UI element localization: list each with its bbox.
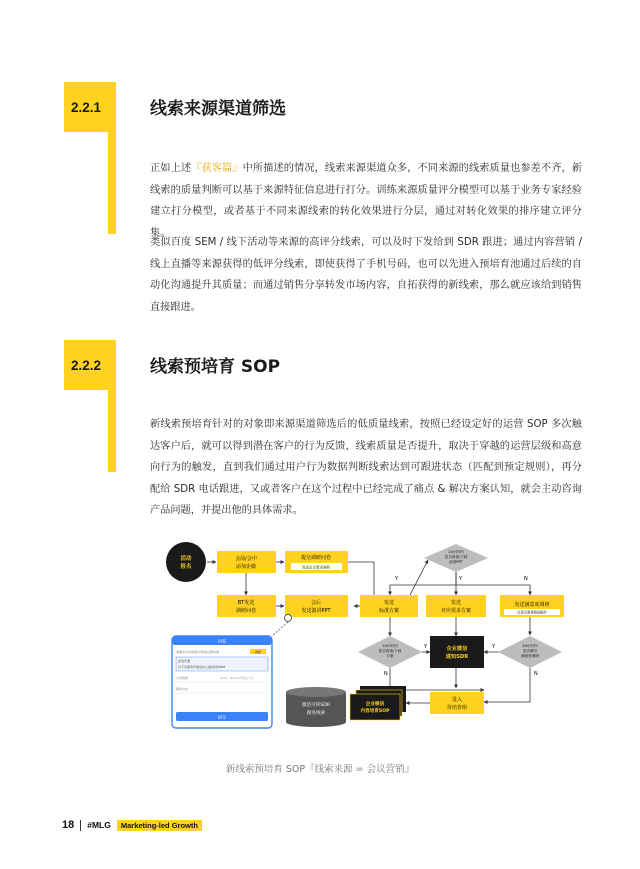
svg-text:演讲PPT: 演讲PPT bbox=[449, 560, 463, 564]
svg-text:Y: Y bbox=[459, 576, 463, 582]
svg-text:Y: Y bbox=[492, 644, 496, 650]
start-node bbox=[166, 542, 206, 582]
svg-text:进入: 进入 bbox=[451, 697, 463, 703]
footer-brand-tag: Marketing-led Growth bbox=[117, 820, 202, 831]
svg-text:N: N bbox=[534, 671, 538, 677]
paragraph: 新线索预培育针对的对象即来源渠道筛选后的低质量线索，按照已经设定好的运营 SOP 多次触达客户后，就可以得到潜在客户的行为反馈，线索质量是否提升，取决于穿越的运营层级和高意向行为的触发，直到我们通过用户行为数据判断线索达到可跟进状态（匹配到预定规则），再分配给 SDR 电话跟进，又或者客户在这个过程中已经完成了痛点 & 解决方案认知，就会主动咨询产品问题，并提出他的具体需求。 bbox=[150, 419, 582, 516]
svg-text:24小时内: 24小时内 bbox=[382, 644, 398, 648]
svg-text:需要由于问卷提交/您的反馈来源: 需要由于问卷提交/您的反馈来源 bbox=[176, 650, 220, 654]
svg-text:提交调研问卷: 提交调研问卷 bbox=[300, 555, 332, 561]
svg-text:标准方案: 标准方案 bbox=[378, 608, 400, 614]
svg-text:发送演讲PPT: 发送演讲PPT bbox=[301, 608, 331, 614]
svg-text:发送会议需求调研: 发送会议需求调研 bbox=[302, 565, 330, 570]
svg-text:问卷: 问卷 bbox=[218, 638, 226, 644]
svg-text:发送满意度调研: 发送满意度调研 bbox=[514, 602, 550, 608]
svg-text:满意度调研: 满意度调研 bbox=[521, 654, 539, 658]
svg-text:还是否需要跟进服务: 还是否需要跟进服务 bbox=[517, 610, 547, 615]
section-number-badge: 2.2.1 bbox=[64, 82, 108, 132]
svg-text:BT发送: BT发送 bbox=[237, 600, 255, 606]
svg-text:会后: 会后 bbox=[310, 600, 322, 606]
svg-text:N: N bbox=[384, 671, 388, 677]
svg-text:添加企微: 添加企微 bbox=[235, 564, 257, 570]
figure-caption: 新线索预培育 SOP『线索来源 = 会议营销』 bbox=[225, 764, 415, 775]
svg-text:是否查看/下载: 是否查看/下载 bbox=[444, 555, 468, 559]
svg-text:待培育组: 待培育组 bbox=[446, 705, 468, 711]
svg-text:内容培育SOP: 内容培育SOP bbox=[360, 709, 390, 714]
content-sop-node bbox=[350, 694, 400, 720]
notify-sdr-node bbox=[430, 636, 484, 668]
svg-text:Xxxx、Benefy科技公司: Xxxx、Benefy科技公司 bbox=[220, 676, 253, 680]
page-footer bbox=[62, 818, 202, 832]
sop-flowchart bbox=[160, 540, 580, 730]
svg-text:Y: Y bbox=[424, 644, 428, 650]
svg-text:会前/会中: 会前/会中 bbox=[235, 556, 257, 562]
section-title: 线索预培育 SOP bbox=[150, 357, 281, 377]
svg-text:调研问卷: 调研问卷 bbox=[235, 608, 257, 614]
svg-text:在线开课: 在线开课 bbox=[178, 659, 191, 663]
page-number: 18 bbox=[62, 819, 75, 831]
svg-text:选择: 选择 bbox=[254, 650, 262, 654]
section-title: 线索来源渠道筛选 bbox=[150, 99, 286, 119]
svg-text:对应需求方案: 对应需求方案 bbox=[440, 608, 472, 614]
section-accent-bar bbox=[108, 340, 116, 472]
svg-text:以下有商务开展活动之演讲材料PPT: 以下有商务开展活动之演讲材料PPT bbox=[178, 665, 226, 669]
svg-text:报名: 报名 bbox=[180, 564, 192, 570]
svg-text:是否查看/下载: 是否查看/下载 bbox=[378, 649, 402, 653]
no-label: N bbox=[524, 576, 528, 582]
section-accent-bar bbox=[108, 82, 116, 234]
svg-text:24小时内: 24小时内 bbox=[522, 644, 538, 648]
svg-text:激活可转SDR: 激活可转SDR bbox=[301, 703, 331, 708]
svg-text:发送: 发送 bbox=[383, 600, 395, 606]
svg-text:发送: 发送 bbox=[450, 600, 462, 606]
paragraph: 正如上述『获客篇』中所描述的情况，线索来源渠道众多，不同来源的线索质量也参差不齐，新线索的质量判断可以基于来源特征信息进行打分。训练来源质量评分模型可以基于业务专家经验建立打分模型，或者基于不同来源线索的转化效果进行分层，通过对转化效果的排序建立评分集。 bbox=[150, 163, 583, 239]
svg-text:公司名称: 公司名称 bbox=[176, 676, 189, 680]
svg-text:24小时内: 24小时内 bbox=[448, 550, 464, 554]
svg-text:企业微信: 企业微信 bbox=[446, 646, 468, 652]
svg-text:企业微信: 企业微信 bbox=[365, 702, 385, 707]
paragraph: 类似百度 SEM / 线下活动等来源的高评分线索，可以及时下发给到 SDR 跟进；通过内容营销 / 线上直播等来源获得的低评分线索，即使获得了手机号码，也可以先进入预培育池通过后续的自动化沟通提升其质量；而通过销售分享转发市场内容，自拓获得的新线索，那么就应该给到销售直接跟进。 bbox=[150, 237, 582, 313]
survey-phone-mockup bbox=[172, 636, 272, 728]
svg-text:是否填写: 是否填写 bbox=[522, 649, 538, 653]
svg-text:方案: 方案 bbox=[386, 654, 394, 658]
footer-hashtag: #MLG bbox=[87, 820, 111, 830]
svg-text:活动: 活动 bbox=[180, 556, 192, 562]
section-number-badge: 2.2.2 bbox=[64, 340, 108, 390]
svg-text:跟进线索: 跟进线索 bbox=[306, 711, 326, 716]
footer-divider bbox=[80, 820, 81, 831]
svg-text:通知SDR: 通知SDR bbox=[445, 654, 469, 660]
svg-text:联系方式: 联系方式 bbox=[176, 687, 189, 691]
highlight-quote: 『获客篇』 bbox=[191, 163, 243, 174]
svg-text:提交: 提交 bbox=[218, 714, 226, 720]
yes-label: Y bbox=[395, 576, 399, 582]
